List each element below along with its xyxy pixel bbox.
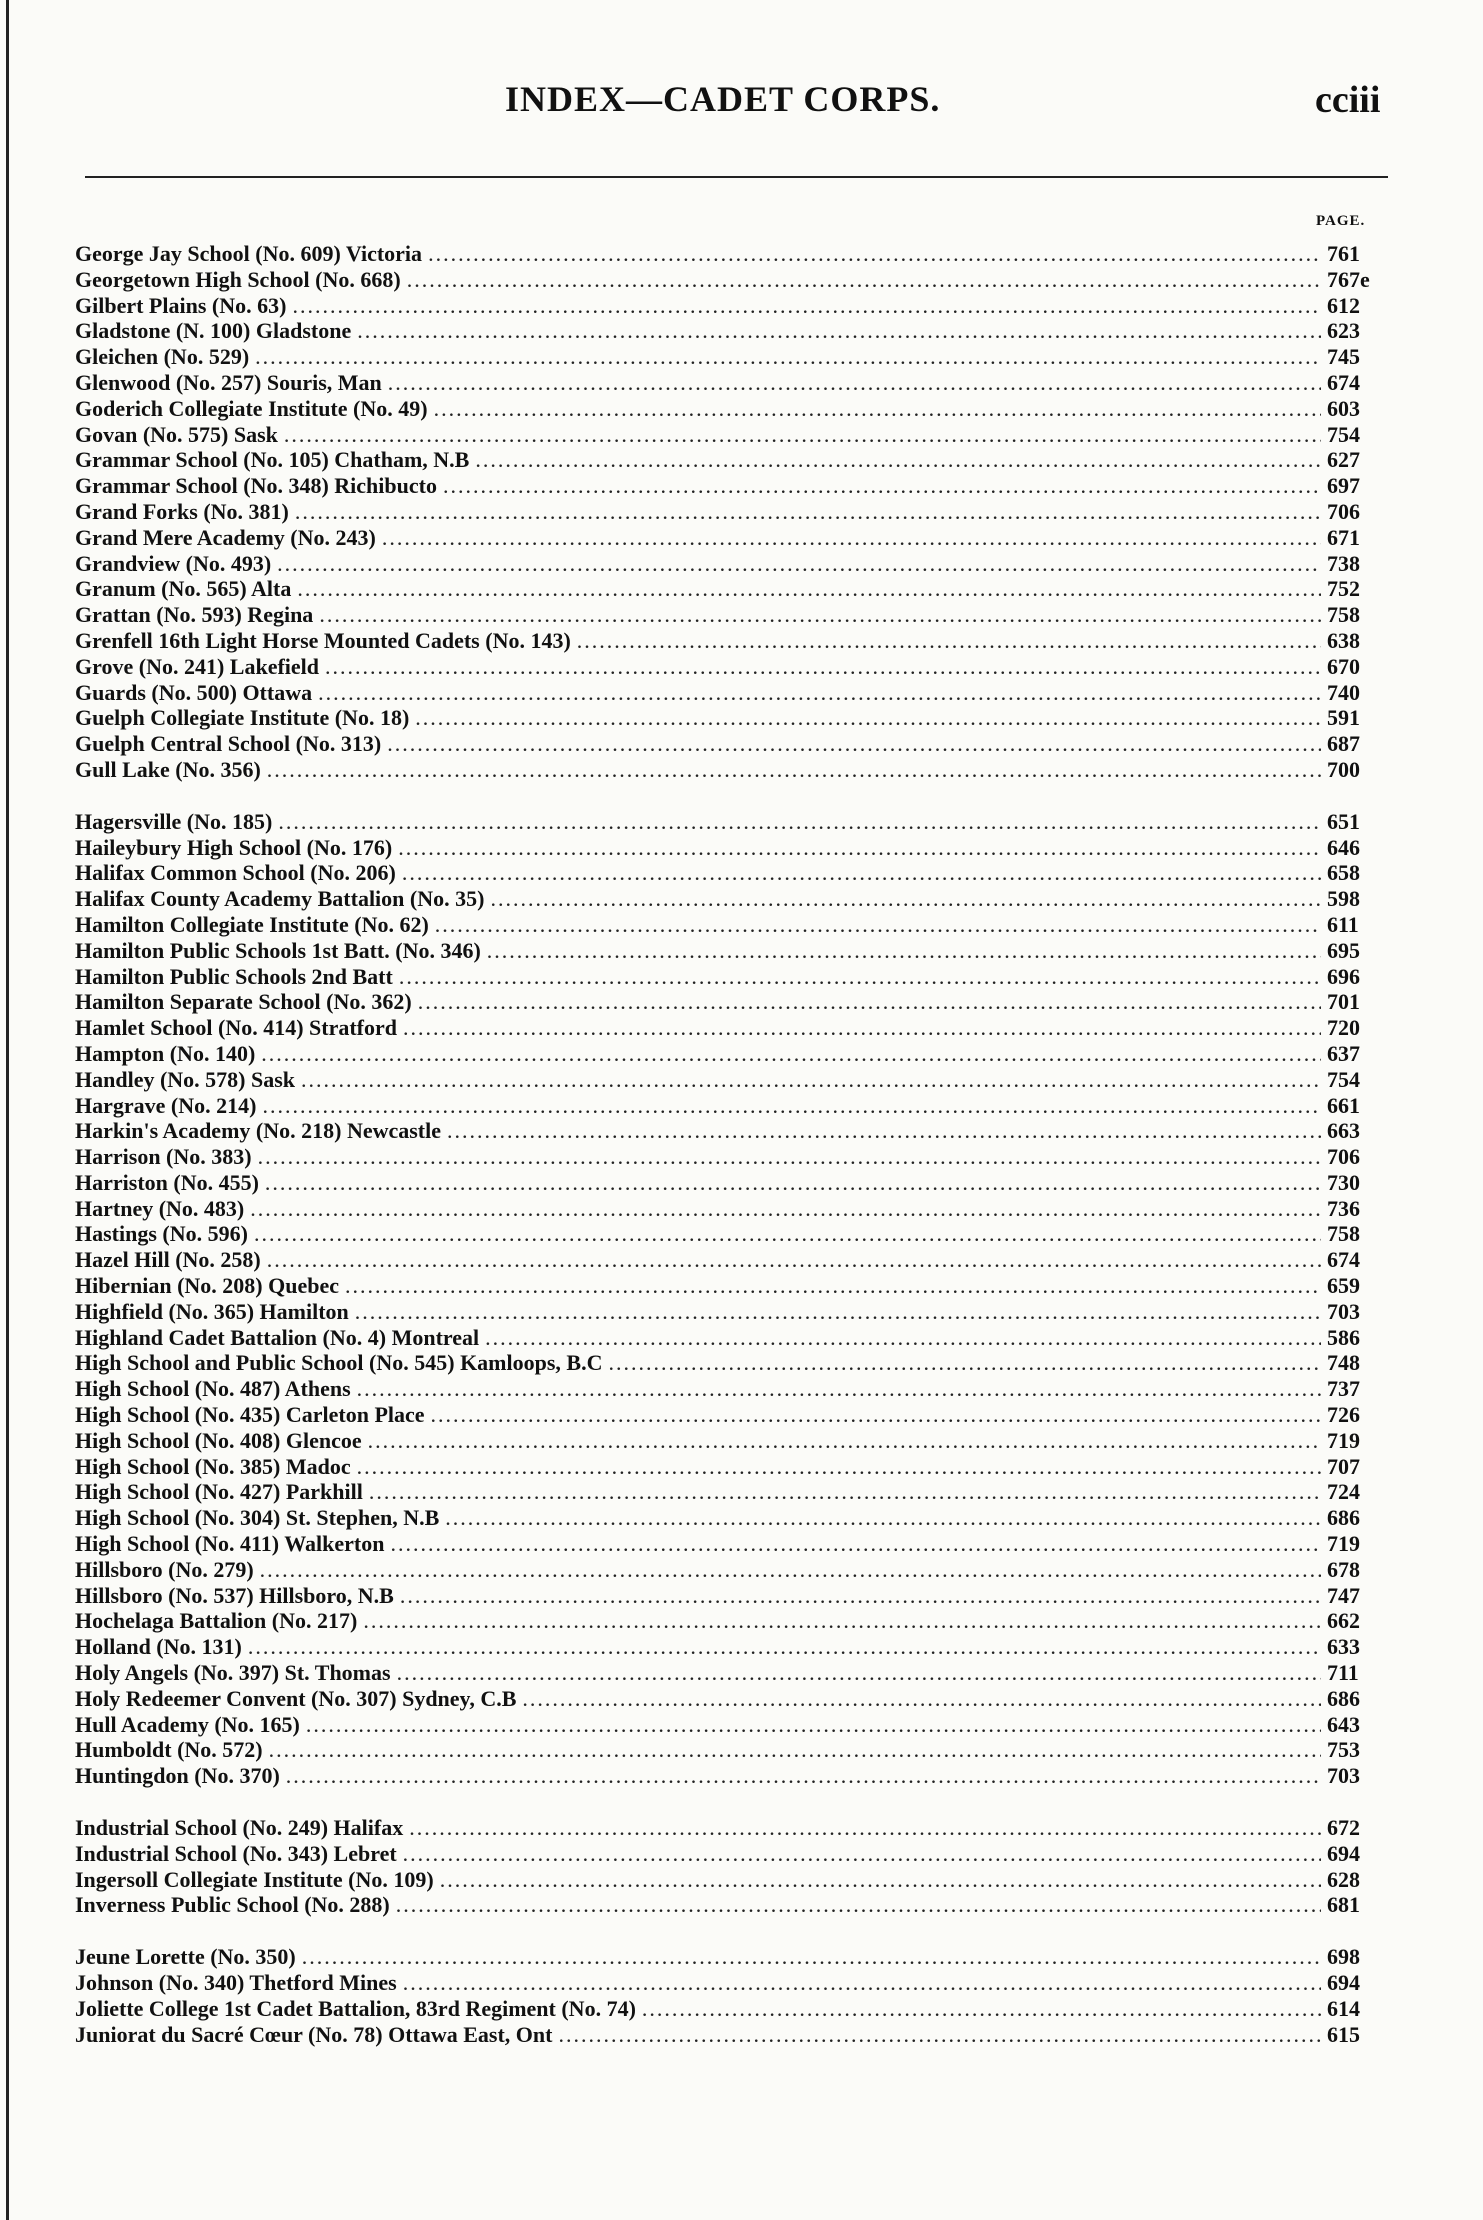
entry-page: 686 (1327, 1685, 1360, 1711)
entry-page: 663 (1327, 1118, 1360, 1144)
dot-leader (286, 1763, 1321, 1789)
dot-leader (357, 318, 1321, 344)
entry-name: Georgetown High School (No. 668) (75, 266, 401, 292)
header-rule (85, 176, 1388, 178)
entry-name: Gull Lake (No. 356) (75, 756, 261, 782)
entry-page: 707 (1327, 1453, 1360, 1479)
entry-name: Grammar School (No. 105) Chatham, N.B (75, 447, 470, 473)
dot-leader (428, 241, 1321, 267)
entry-page: 686 (1327, 1505, 1360, 1531)
index-entry (75, 1892, 1395, 1918)
index-entry (75, 731, 1395, 757)
index-entry (75, 318, 1395, 344)
dot-leader (431, 1402, 1321, 1428)
entry-name: High School (No. 408) Glencoe (75, 1427, 362, 1453)
entry-name: Hamilton Collegiate Institute (No. 62) (75, 911, 429, 937)
entry-name: Handley (No. 578) Sask (75, 1066, 296, 1092)
index-entry (75, 1841, 1395, 1867)
entry-name: Grand Mere Academy (No. 243) (75, 524, 376, 550)
dot-leader (608, 1350, 1321, 1376)
dot-leader (284, 422, 1321, 448)
entry-name: Grove (No. 241) Lakefield (75, 653, 320, 679)
entry-name: Hamilton Separate School (No. 362) (75, 989, 412, 1015)
dot-leader (388, 370, 1321, 396)
index-entry (75, 551, 1395, 577)
dot-leader (254, 1221, 1321, 1247)
entry-page: 687 (1327, 731, 1360, 757)
entry-name: Highfield (No. 365) Hamilton (75, 1298, 349, 1324)
entry-name: Hampton (No. 140) (75, 1040, 256, 1066)
entry-name: Guards (No. 500) Ottawa (75, 679, 313, 705)
entry-name: Juniorat du Sacré Cœur (No. 78) Ottawa East, Ont (75, 2021, 553, 2047)
dot-leader (260, 1557, 1321, 1583)
entry-page: 661 (1327, 1092, 1360, 1118)
entry-page: 658 (1327, 860, 1360, 886)
entry-name: High School (No. 487) Athens (75, 1376, 351, 1402)
entry-page: 737 (1327, 1376, 1360, 1402)
entry-page: 724 (1327, 1479, 1360, 1505)
entry-name: Harrison (No. 383) (75, 1144, 252, 1170)
dot-leader (319, 602, 1321, 628)
entry-page: 698 (1327, 1944, 1360, 1970)
dot-leader (445, 1505, 1321, 1531)
dot-leader (278, 809, 1321, 835)
dot-leader (387, 731, 1321, 757)
entry-page: 670 (1327, 653, 1360, 679)
entry-name: Johnson (No. 340) Thetford Mines (75, 1970, 397, 1995)
entry-name: Harriston (No. 455) (75, 1169, 259, 1195)
index-entry (75, 2022, 1395, 2048)
index-entry (75, 1299, 1395, 1325)
index-entry (75, 1996, 1395, 2022)
entry-name: Hartney (No. 483) (75, 1195, 245, 1221)
entry-name: Goderich Collegiate Institute (No. 49) (75, 395, 428, 421)
dot-leader (357, 1376, 1321, 1402)
entry-page: 643 (1327, 1711, 1360, 1737)
entry-name: Holy Redeemer Convent (No. 307) Sydney, C.B (75, 1685, 517, 1711)
dot-leader (435, 912, 1321, 938)
entry-page: 681 (1327, 1892, 1360, 1918)
entry-name: Hillsboro (No. 279) (75, 1556, 254, 1582)
index-entry (75, 1634, 1395, 1660)
entry-name: Industrial School (No. 343) Lebret (75, 1840, 397, 1866)
dot-leader (443, 473, 1321, 499)
entry-page: 694 (1327, 1970, 1360, 1995)
dot-leader (407, 267, 1321, 293)
page-column-label: PAGE. (1316, 213, 1366, 229)
entry-page: 726 (1327, 1402, 1360, 1428)
index-entry (75, 293, 1395, 319)
index-entry (75, 989, 1395, 1015)
entry-page: 697 (1327, 473, 1360, 499)
entry-name: Joliette College 1st Cadet Battalion, 83rd Regiment (No. 74) (75, 1995, 636, 2021)
index-entry (75, 1686, 1395, 1712)
index-entry (75, 757, 1395, 783)
index-entry (75, 396, 1395, 422)
entry-name: Hagersville (No. 185) (75, 808, 273, 834)
page-number: cciii (1315, 79, 1381, 121)
entry-page: 730 (1327, 1169, 1360, 1195)
entry-page: 738 (1327, 550, 1360, 576)
entry-name: Halifax County Academy Battalion (No. 35) (75, 886, 485, 912)
index-entry (75, 1093, 1395, 1119)
entry-name: Hargrave (No. 214) (75, 1092, 257, 1118)
index-entry (75, 1144, 1395, 1170)
dot-leader (400, 1583, 1321, 1609)
dot-leader (255, 344, 1321, 370)
index-entry (75, 628, 1395, 654)
index-entry (75, 1867, 1395, 1893)
entry-page: 646 (1327, 834, 1360, 860)
dot-leader (434, 396, 1321, 422)
entry-name: Ingersoll Collegiate Institute (No. 109) (75, 1866, 434, 1892)
index-entry (75, 1479, 1395, 1505)
index-entry (75, 1608, 1395, 1634)
dot-leader (558, 2022, 1321, 2048)
index-entry (75, 835, 1395, 861)
entry-page: 700 (1327, 756, 1360, 782)
index-entry (75, 1505, 1395, 1531)
dot-leader (306, 1712, 1321, 1738)
entry-name: Grand Forks (No. 381) (75, 498, 289, 524)
dot-leader (325, 654, 1321, 680)
dot-leader (258, 1144, 1321, 1170)
index-entry (75, 705, 1395, 731)
dot-leader (345, 1273, 1321, 1299)
entry-name: Highland Cadet Battalion (No. 4) Montreal (75, 1324, 480, 1350)
dot-leader (487, 938, 1321, 964)
entry-page: 672 (1327, 1815, 1360, 1841)
index-entry (75, 886, 1395, 912)
dot-leader (577, 628, 1321, 654)
entry-name: Harkin's Academy (No. 218) Newcastle (75, 1118, 442, 1144)
entry-page: 694 (1327, 1840, 1360, 1866)
entry-page: 761 (1327, 241, 1360, 266)
index-entry (75, 1273, 1395, 1299)
entry-page: 754 (1327, 1066, 1360, 1092)
entry-page: 651 (1327, 808, 1360, 834)
entry-name: Hamilton Public Schools 2nd Batt (75, 963, 393, 989)
dot-leader (398, 835, 1321, 861)
dot-leader (475, 447, 1321, 473)
entry-page: 678 (1327, 1556, 1360, 1582)
index-entry (75, 1041, 1395, 1067)
index-entry (75, 422, 1395, 448)
entry-page: 659 (1327, 1273, 1360, 1299)
entry-page: 615 (1327, 2021, 1360, 2047)
entry-name: Hastings (No. 596) (75, 1221, 248, 1247)
page-header (0, 78, 1483, 138)
dot-leader (396, 1892, 1321, 1918)
dot-leader (250, 1196, 1321, 1222)
entry-name: Hull Academy (No. 165) (75, 1711, 300, 1737)
index-entry (75, 1428, 1395, 1454)
entry-name: Grattan (No. 593) Regina (75, 602, 314, 628)
index-entry (75, 1712, 1395, 1738)
dot-leader (302, 1944, 1321, 1970)
entry-page: 638 (1327, 627, 1360, 653)
entry-page: 696 (1327, 963, 1360, 989)
index-entry (75, 912, 1395, 938)
index-entry (75, 525, 1395, 551)
entry-name: Hibernian (No. 208) Quebec (75, 1273, 339, 1299)
dot-leader (402, 860, 1321, 886)
entry-page: 719 (1327, 1427, 1360, 1453)
dot-leader (262, 1093, 1321, 1119)
dot-leader (295, 499, 1321, 525)
index-entry (75, 447, 1395, 473)
entry-page: 706 (1327, 1144, 1360, 1170)
entry-name: Huntingdon (No. 370) (75, 1763, 280, 1789)
dot-leader (415, 705, 1321, 731)
entry-name: High School and Public School (No. 545) Kamloops, B.C (75, 1350, 603, 1376)
index-entry (75, 267, 1395, 293)
dot-leader (403, 1970, 1321, 1996)
dot-leader (368, 1428, 1321, 1454)
dot-leader (265, 1170, 1321, 1196)
page-title: INDEX—CADET CORPS. (505, 79, 941, 119)
index-entry (75, 654, 1395, 680)
entry-page: 627 (1327, 447, 1360, 473)
entry-name: Hillsboro (No. 537) Hillsboro, N.B (75, 1582, 394, 1608)
index-entry (75, 1944, 1395, 1970)
entry-page: 662 (1327, 1608, 1360, 1634)
entry-name: High School (No. 385) Madoc (75, 1453, 351, 1479)
entry-name: High School (No. 435) Carleton Place (75, 1402, 425, 1428)
entry-name: Gladstone (N. 100) Gladstone (75, 318, 352, 344)
index-entry (75, 1325, 1395, 1351)
index-entry (75, 1247, 1395, 1273)
index-entry (75, 499, 1395, 525)
entry-name: Hazel Hill (No. 258) (75, 1247, 261, 1273)
index-entry (75, 1376, 1395, 1402)
entry-page: 754 (1327, 421, 1360, 447)
index-entry (75, 1402, 1395, 1428)
dot-leader (447, 1118, 1321, 1144)
entry-page: 637 (1327, 1040, 1360, 1066)
entry-page: 612 (1327, 292, 1360, 318)
entry-page: 745 (1327, 344, 1360, 370)
entry-page: 598 (1327, 886, 1360, 912)
entry-page: 623 (1327, 318, 1360, 344)
entry-name: Granum (No. 565) Alta (75, 576, 292, 602)
dot-leader (399, 964, 1321, 990)
index-entry (75, 1454, 1395, 1480)
entry-page: 703 (1327, 1763, 1360, 1789)
index-entry (75, 938, 1395, 964)
entry-name: Holland (No. 131) (75, 1634, 242, 1660)
entry-name: Gleichen (No. 529) (75, 344, 250, 370)
index-entry (75, 1350, 1395, 1376)
dot-leader (409, 1815, 1321, 1841)
entry-name: Gilbert Plains (No. 63) (75, 292, 287, 318)
entry-page: 614 (1327, 1995, 1360, 2021)
index-entry (75, 1557, 1395, 1583)
entry-page: 758 (1327, 602, 1360, 628)
entry-page: 701 (1327, 989, 1360, 1015)
index-entry (75, 1067, 1395, 1093)
entry-page: 628 (1327, 1866, 1360, 1892)
entry-page: 711 (1327, 1660, 1359, 1686)
entry-name: Guelph Central School (No. 313) (75, 731, 382, 757)
index-entry (75, 241, 1395, 267)
index-entry (75, 344, 1395, 370)
entry-name: Grammar School (No. 348) Richibucto (75, 473, 437, 499)
entry-page: 747 (1327, 1582, 1360, 1608)
dot-leader (369, 1479, 1321, 1505)
dot-leader (277, 551, 1321, 577)
dot-leader (269, 1737, 1321, 1763)
index-entry (75, 1737, 1395, 1763)
entry-name: Inverness Public School (No. 288) (75, 1892, 390, 1918)
index-entry (75, 1170, 1395, 1196)
entry-name: Holy Angels (No. 397) St. Thomas (75, 1660, 391, 1686)
index-entry (75, 473, 1395, 499)
entry-page: 748 (1327, 1350, 1360, 1376)
entry-page: 740 (1327, 679, 1360, 705)
dot-leader (355, 1299, 1321, 1325)
entry-name: Jeune Lorette (No. 350) (75, 1944, 296, 1970)
entry-name: Hochelaga Battalion (No. 217) (75, 1608, 358, 1634)
index-entry (75, 964, 1395, 990)
dot-leader (297, 576, 1321, 602)
entry-name: High School (No. 304) St. Stephen, N.B (75, 1505, 440, 1531)
dot-leader (301, 1067, 1321, 1093)
dot-leader (261, 1041, 1321, 1067)
index-entry (75, 1221, 1395, 1247)
entry-name: Govan (No. 575) Sask (75, 421, 278, 447)
index-entry (75, 860, 1395, 886)
index-entry (75, 1815, 1395, 1841)
index-entry (75, 1660, 1395, 1686)
entry-page: 706 (1327, 498, 1360, 524)
index-entry (75, 680, 1395, 706)
entry-name: High School (No. 427) Parkhill (75, 1479, 363, 1505)
entry-page: 720 (1327, 1015, 1360, 1041)
entry-page: 767e (1327, 266, 1370, 292)
dot-leader (318, 680, 1321, 706)
entry-name: Hamlet School (No. 414) Stratford (75, 1015, 398, 1041)
dot-leader (357, 1454, 1321, 1480)
index-entries (75, 241, 1395, 2047)
index-entry (75, 602, 1395, 628)
entry-page: 758 (1327, 1221, 1360, 1247)
entry-name: Industrial School (No. 249) Halifax (75, 1815, 404, 1841)
entry-page: 603 (1327, 395, 1360, 421)
entry-page: 752 (1327, 576, 1360, 602)
entry-page: 591 (1327, 705, 1360, 731)
dot-leader (397, 1660, 1321, 1686)
dot-leader (390, 1531, 1321, 1557)
entry-page: 753 (1327, 1737, 1360, 1763)
dot-leader (403, 1015, 1321, 1041)
index-entry (75, 1118, 1395, 1144)
entry-name: Glenwood (No. 257) Souris, Man (75, 369, 382, 395)
index-entry (75, 1531, 1395, 1557)
dot-leader (267, 757, 1321, 783)
dot-leader (485, 1325, 1321, 1351)
index-entry (75, 1970, 1395, 1996)
entry-page: 611 (1327, 911, 1359, 937)
entry-name: High School (No. 411) Walkerton (75, 1531, 385, 1557)
entry-page: 736 (1327, 1195, 1360, 1221)
entry-page: 586 (1327, 1324, 1360, 1350)
index-entry (75, 370, 1395, 396)
entry-page: 695 (1327, 937, 1360, 963)
dot-leader (363, 1608, 1321, 1634)
entry-name: Haileybury High School (No. 176) (75, 834, 393, 860)
dot-leader (267, 1247, 1321, 1273)
entry-page: 719 (1327, 1531, 1360, 1557)
entry-page: 674 (1327, 369, 1360, 395)
page-edge-line (6, 0, 9, 2220)
entry-name: Hamilton Public Schools 1st Batt. (No. 346) (75, 937, 481, 963)
entry-name: George Jay School (No. 609) Victoria (75, 241, 423, 266)
entry-page: 671 (1327, 524, 1360, 550)
entry-name: Guelph Collegiate Institute (No. 18) (75, 705, 410, 731)
dot-leader (440, 1867, 1321, 1893)
dot-leader (490, 886, 1321, 912)
entry-name: Grenfell 16th Light Horse Mounted Cadets (No. 143) (75, 627, 571, 653)
entry-page: 633 (1327, 1634, 1360, 1660)
index-entry (75, 1015, 1395, 1041)
dot-leader (418, 989, 1321, 1015)
entry-page: 674 (1327, 1247, 1360, 1273)
entry-name: Humboldt (No. 572) (75, 1737, 263, 1763)
dot-leader (248, 1634, 1321, 1660)
index-entry (75, 1196, 1395, 1222)
dot-leader (522, 1686, 1321, 1712)
dot-leader (382, 525, 1321, 551)
entry-name: Halifax Common School (No. 206) (75, 860, 396, 886)
index-entry (75, 1583, 1395, 1609)
dot-leader (642, 1996, 1321, 2022)
index-entry (75, 576, 1395, 602)
entry-name: Grandview (No. 493) (75, 550, 272, 576)
index-entry (75, 1763, 1395, 1789)
dot-leader (403, 1841, 1321, 1867)
entry-page: 703 (1327, 1298, 1360, 1324)
index-entry (75, 809, 1395, 835)
dot-leader (292, 293, 1321, 319)
